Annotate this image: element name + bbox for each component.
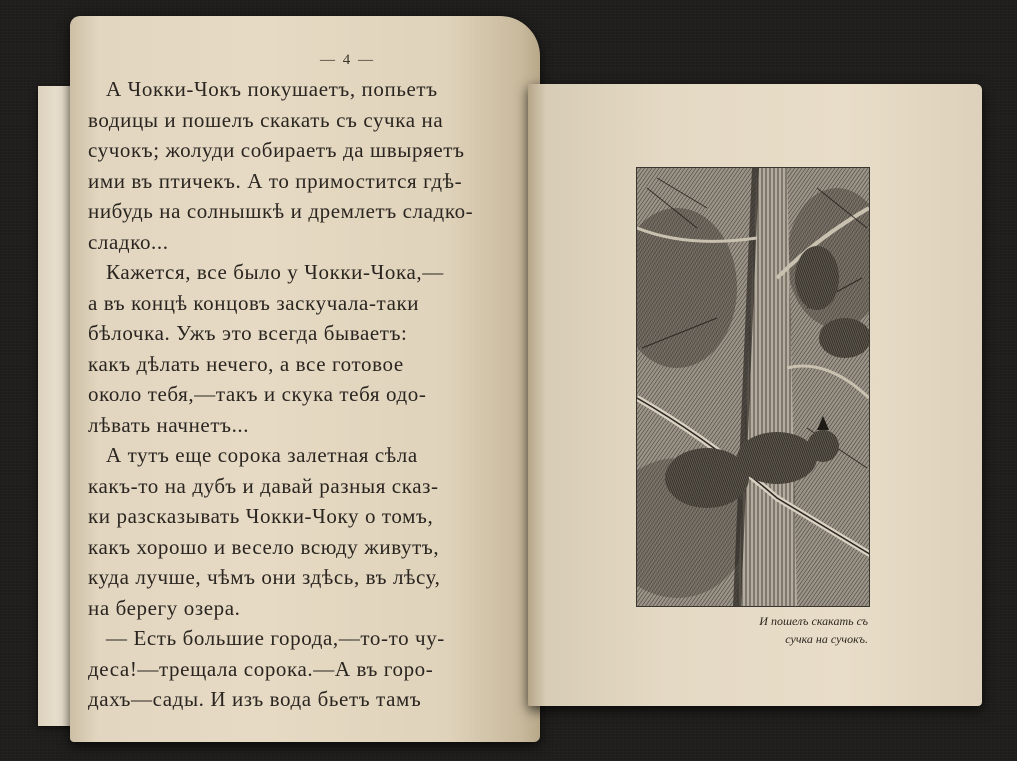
- text-line: деса!—трещала сорока.—А въ горо-: [88, 656, 434, 681]
- text-line: а въ концѣ концовъ заскучала-таки: [88, 290, 420, 315]
- illustration-caption: [700, 612, 868, 648]
- text-line: куда лучше, чѣмъ они здѣсь, въ лѣсу,: [88, 565, 441, 589]
- left-page-text: [88, 74, 528, 715]
- squirrel-engraving: [636, 167, 870, 607]
- text-line: Кажется, все было у Чокки-Чока,—: [106, 260, 444, 284]
- text-line: сладко...: [88, 229, 169, 254]
- caption-line: И пошелъ скакать съ: [759, 614, 868, 628]
- text-line: А Чокки-Чокъ покушаетъ, попьетъ: [106, 77, 438, 101]
- text-line: нибудь на солнышкѣ и дремлетъ сладко-: [88, 199, 474, 223]
- text-line: какъ дѣлать нечего, а все готовое: [88, 351, 404, 376]
- text-line: водицы и пошелъ скакать съ сучка на: [88, 107, 444, 132]
- page-number: — 4 —: [320, 52, 375, 68]
- text-line: ими въ птичекъ. А то примостится гдѣ-: [88, 168, 463, 193]
- engraving-drawing: [637, 168, 869, 606]
- text-line: ки разсказывать Чокки-Чоку о томъ,: [88, 504, 434, 528]
- text-line: какъ хорошо и весело всюду живутъ,: [88, 534, 440, 559]
- text-line: сучокъ; жолуди собираетъ да швыряетъ: [88, 138, 465, 162]
- text-line: А тутъ еще сорока залетная сѣла: [106, 443, 418, 467]
- caption-line: сучка на сучокъ.: [785, 632, 868, 646]
- text-line: какъ-то на дубъ и давай разныя сказ-: [88, 473, 439, 498]
- text-line: около тебя,—такъ и скука тебя одо-: [88, 382, 427, 406]
- text-line: бѣлочка. Ужъ это всегда бываетъ:: [88, 321, 408, 345]
- text-line: лѣвать начнетъ...: [88, 412, 250, 437]
- text-line: дахъ—сады. И изъ вода бьетъ тамъ: [88, 687, 422, 711]
- text-line: — Есть большие города,—то-то чу-: [106, 626, 445, 650]
- text-line: на берегу озера.: [88, 595, 241, 620]
